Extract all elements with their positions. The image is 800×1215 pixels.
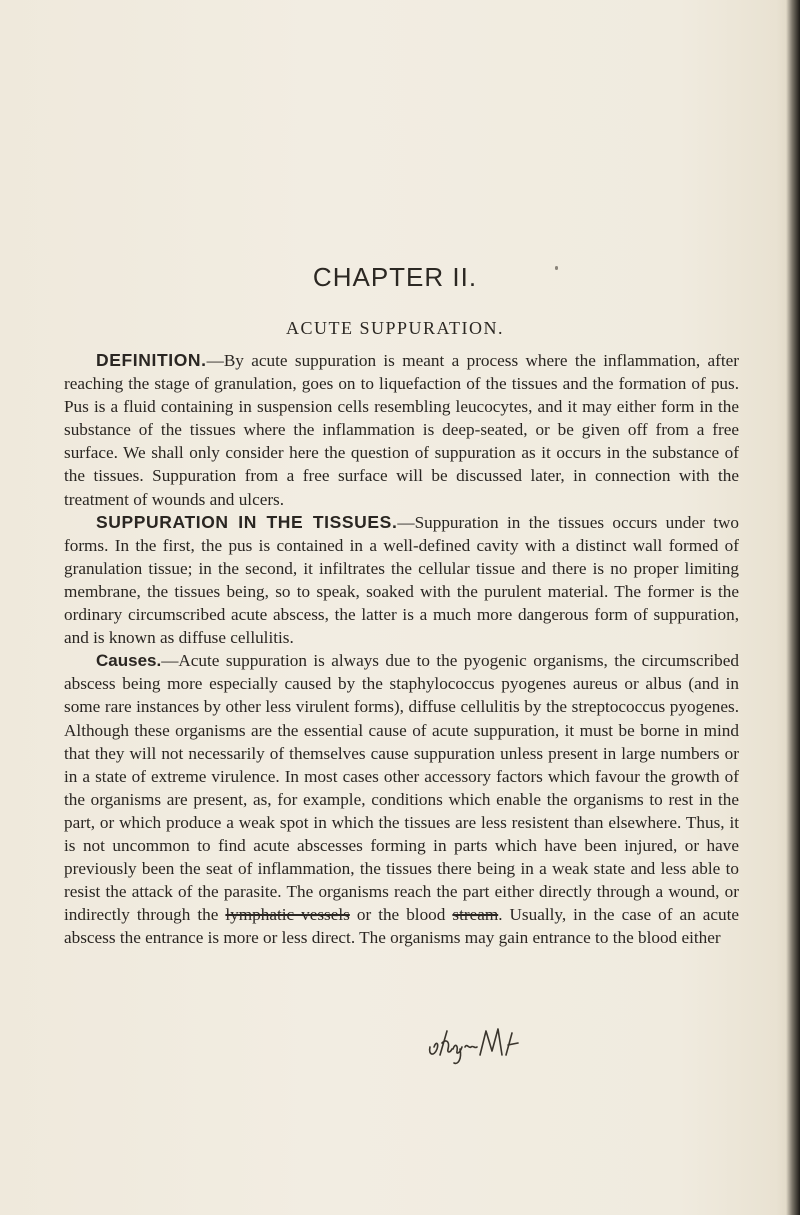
- struck-text-lymphatic: lymphatic vessels: [225, 905, 350, 925]
- chapter-title: CHAPTER II.: [312, 262, 478, 292]
- paragraph-suppuration-tissues: [64, 511, 739, 650]
- page-edge-shadow: [786, 0, 800, 1215]
- section-title: ACUTE SUPPURATION.: [285, 318, 505, 338]
- paragraph-text: —Acute suppuration is always due to the pyogenic organisms, the circumscribed abscess being more especially caused by the staphylococcus pyogenes aureus or albus (and in some rare instances by other less virulent forms), diffuse cellulitis by the streptococcus pyogenes. Although these organisms are the essential cause of acute suppuration, it must be borne in mind that they will not necessarily of themselves cause suppuration unless present in large numbers or in a state of extreme virulence. In most cases other accessory factors which favour the growth of the organisms are present, as, for example, conditions which enable the organisms to rest in the part, or which produce a weak spot in which the tissues are less resistent than elsewhere. Thus, it is not uncommon to find acute abscesses forming in parts which have been injured, or have previously been the seat of inflammation, the tissues there being in a weak state and less able to resist the attack of the parasite. The organisms reach the part either directly through a wound, or indirectly through the: [64, 651, 739, 925]
- paragraph-text: —By acute suppuration is meant a process where the inflammation, after reaching the stage of granulation, goes on to liquefaction of the tissues and the formation of pus. Pus is a fluid containing in suspension cells resembling leucocytes, and it may either form in the substance of the tissues where the inflammation is deep-seated, or be given off from a free surface. We shall only consider here the question of suppuration as it occurs in the substance of the tissues. Suppuration from a free surface will be discussed later, in connection with the treatment of wounds and ulcers.: [64, 351, 739, 509]
- heading-suppuration-tissues: SUPPURATION IN THE TISSUES.: [96, 511, 398, 532]
- struck-text-stream: stream: [452, 905, 499, 925]
- handwritten-signature-icon: [420, 1025, 560, 1065]
- body-text: [64, 349, 739, 949]
- paragraph-causes: [64, 649, 739, 949]
- paragraph-text: . Usually, in the case of an acute abscess the entrance is more or less direct. The organisms may gain entrance to the blood either: [64, 905, 739, 948]
- heading-definition: DEFINITION.: [96, 350, 207, 370]
- paragraph-text: or the blood: [349, 905, 453, 925]
- paragraph-text: —Suppuration in the tissues occurs under two forms. In the first, the pus is contained in a well-defined cavity with a distinct wall formed of granulation tissue; in the second, it infiltrates the cellular tissue and there is no proper limiting membrane, the tissues being, so to speak, soaked with the purulent material. The former is the ordinary circumscribed acute abscess, the latter is a much more dangerous form of suppuration, and is known as diffuse cellulitis.: [64, 512, 739, 648]
- heading-causes: Causes.: [96, 651, 162, 671]
- paragraph-definition: [64, 349, 739, 511]
